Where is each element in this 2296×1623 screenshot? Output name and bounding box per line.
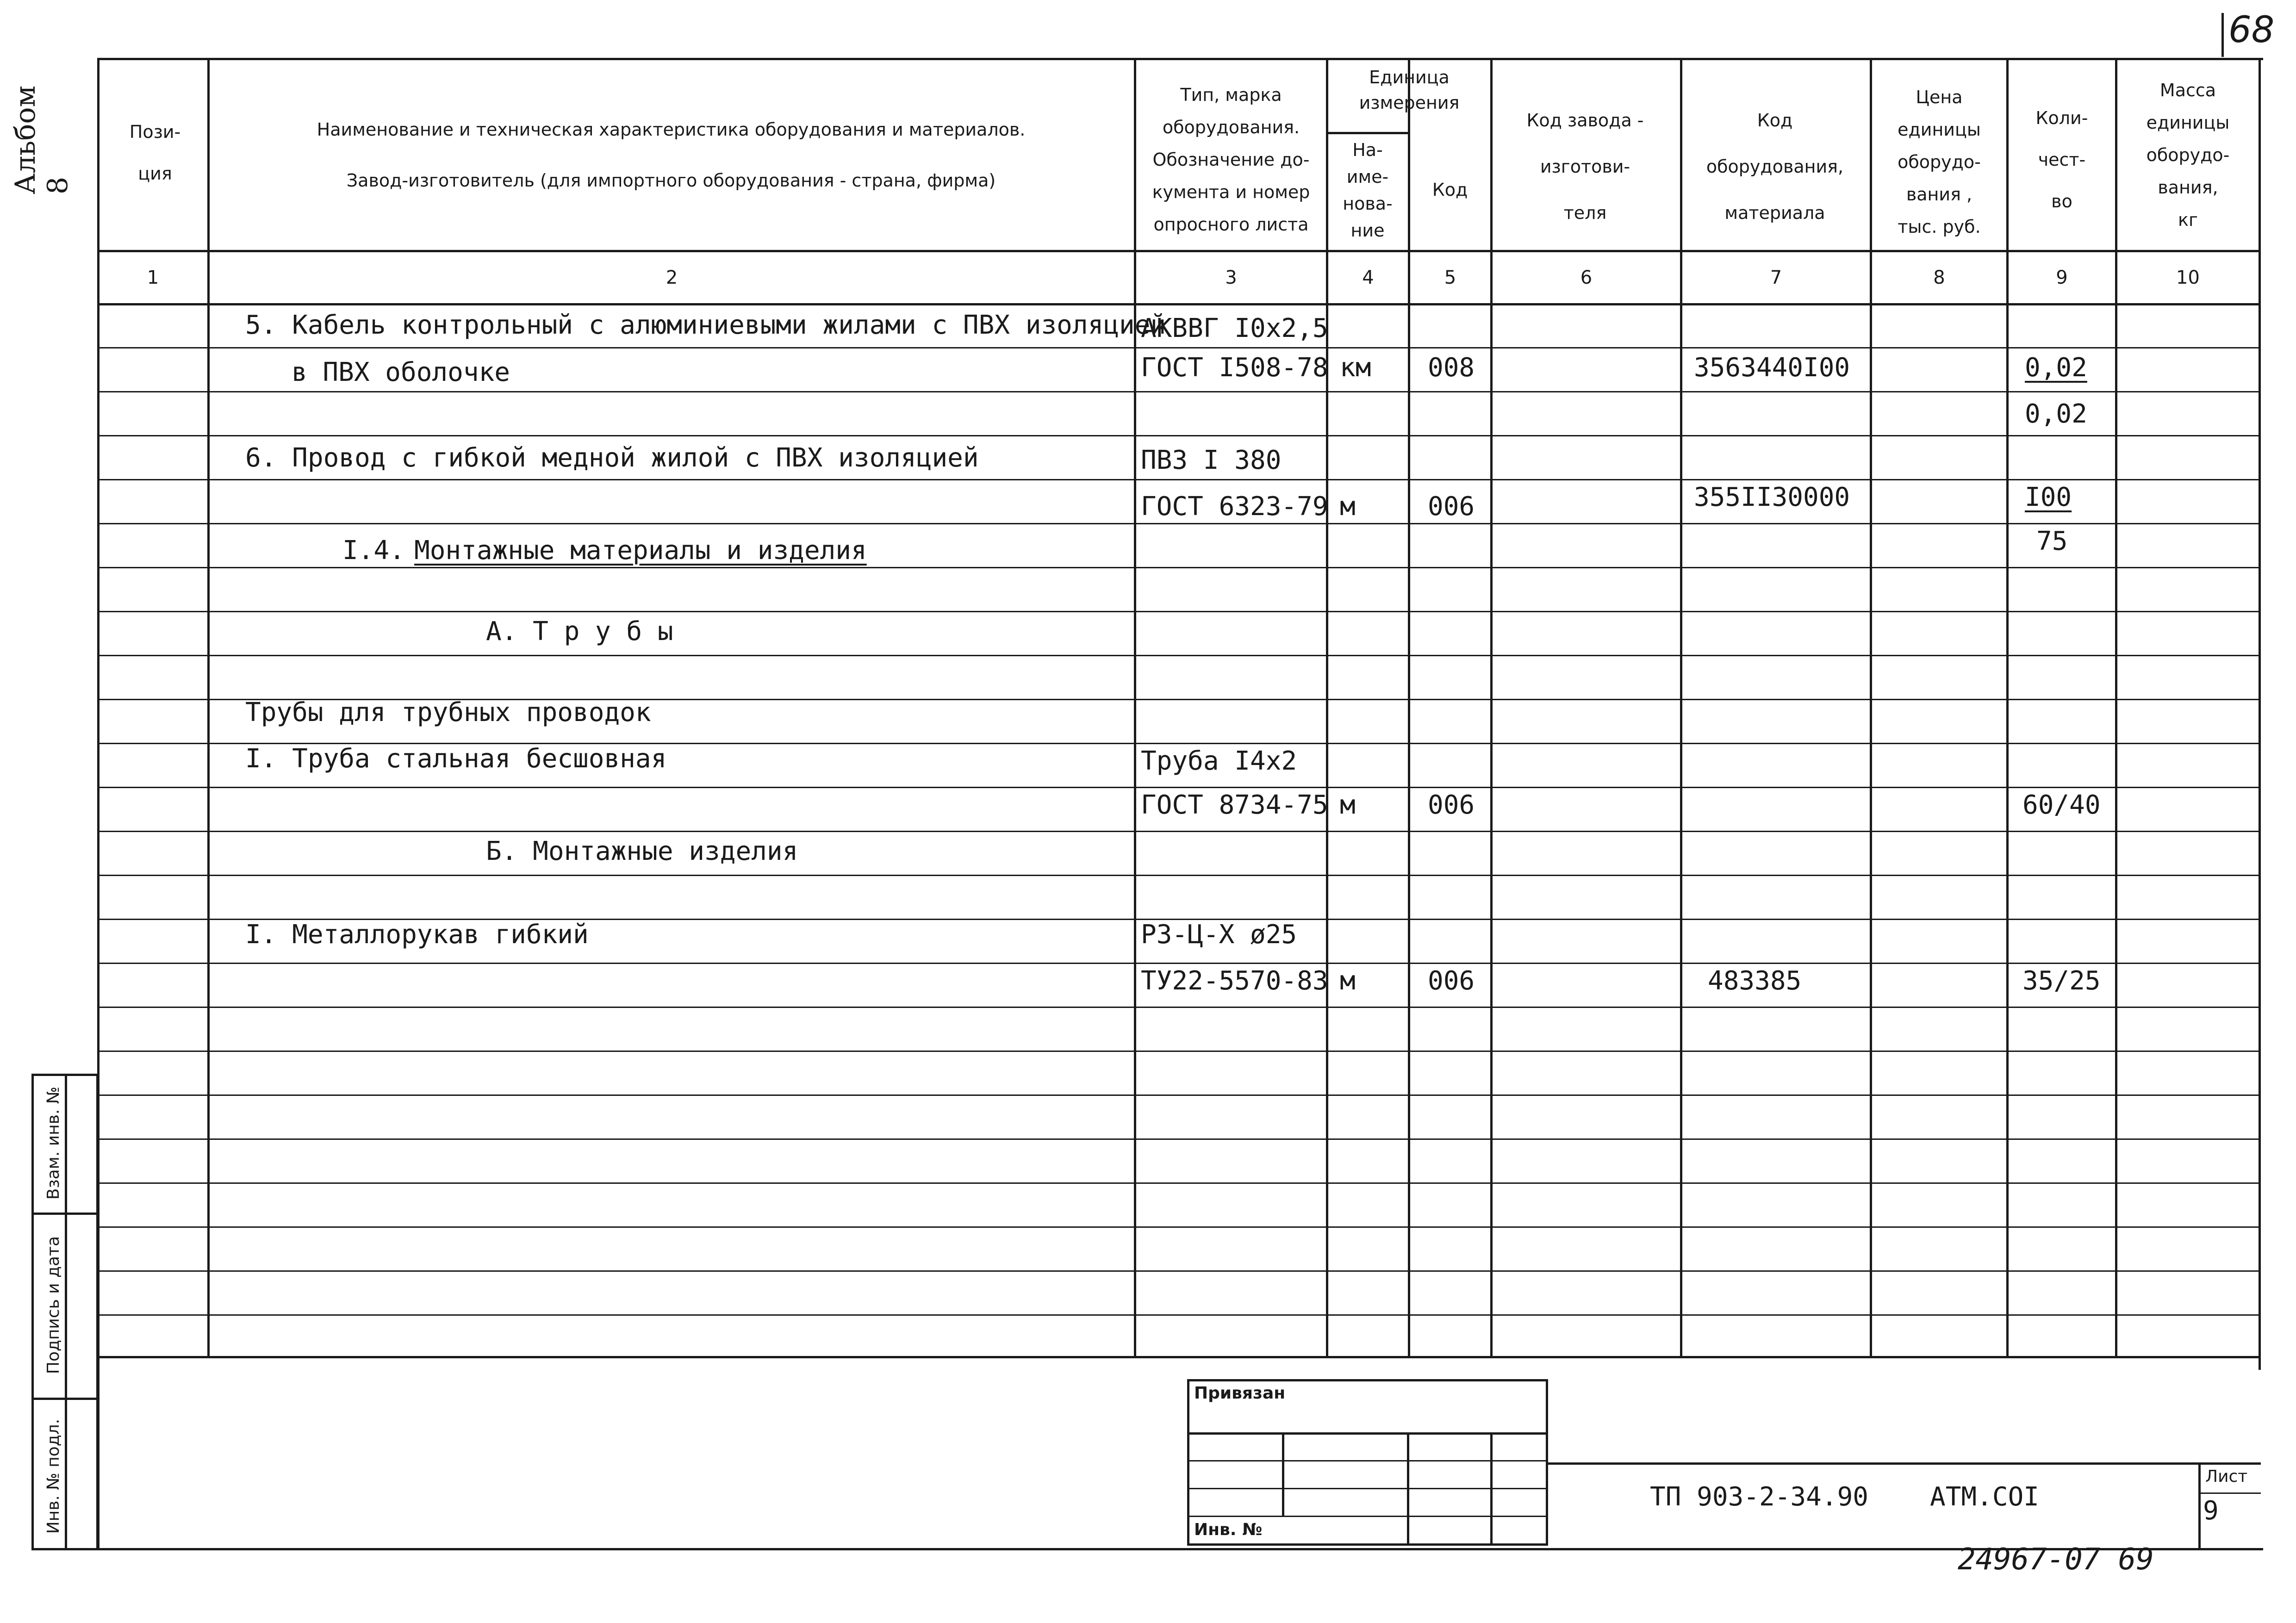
header-unit-name: На- име- нова- ние	[1343, 140, 1393, 241]
header-equip-code: Код оборудования, материала	[1706, 110, 1844, 223]
row-wire-standard: ГОСТ 6323-79	[1141, 491, 1328, 522]
header-quantity: Коли- чест- во	[2035, 108, 2088, 211]
row-cable-type: АКВВГ I0х2,5	[1141, 313, 1328, 343]
privyazan-label: Привязан	[1194, 1384, 1286, 1403]
header-factory-code: Код завода - изготови- теля	[1526, 110, 1644, 223]
section-title: Монтажные материалы и изделия	[414, 535, 867, 566]
row-pipe-name: I. Труба стальная бесшовная	[245, 744, 667, 774]
row-hose-unit-code: 006	[1428, 966, 1475, 996]
row-wire-equip-code: 355II30000	[1694, 482, 1850, 512]
row-pipe-standard: ГОСТ 8734-75	[1141, 790, 1328, 820]
row-hose-standard: ТУ22-5570-83	[1141, 966, 1328, 996]
inv-number-label: Инв. №	[1194, 1520, 1263, 1539]
row-wire-qty-2: 75	[2036, 526, 2068, 556]
row-hose-qty: 35/25	[2022, 966, 2101, 996]
doc-mark: АТМ.СОI	[1930, 1482, 2040, 1512]
row-cable-standard: ГОСТ I508-78	[1141, 353, 1328, 383]
header-unit-code: Код	[1432, 180, 1468, 200]
header-type: Тип, марка оборудования. Обозначение до- кумента и номер опросного листа	[1152, 85, 1310, 235]
row-wire-unit-code: 006	[1428, 491, 1475, 522]
row-hose-type: РЗ-Ц-Х ø25	[1141, 920, 1297, 950]
row-cable-qty: 0,02	[2025, 353, 2087, 383]
row-wire-unit: м	[1340, 491, 1356, 522]
row-cable-name: 5. Кабель контрольный с алюминиевыми жилами с ПВХ изоляцией	[245, 310, 1166, 340]
subsection-mounting: Б. Монтажные изделия	[486, 836, 798, 866]
header-unit: Единица измерения	[1359, 67, 1460, 113]
row-pipe-type: Труба I4х2	[1141, 746, 1297, 776]
row-wire-name: 6. Провод с гибкой медной жилой с ПВХ изоляцией	[245, 443, 979, 473]
row-wire-qty: I00	[2025, 482, 2072, 512]
sheet-label: Лист	[2205, 1467, 2248, 1486]
header-price: Цена единицы оборудо- вания , тыс. руб.	[1898, 87, 1981, 237]
row-cable-equip-code: 3563440I00	[1694, 353, 1850, 383]
header-mass: Масса единицы оборудо- вания, кг	[2146, 80, 2230, 230]
page-number-mark	[2221, 13, 2224, 57]
row-cable-qty-2: 0,02	[2025, 399, 2087, 429]
row-cable-unit-code: 008	[1428, 353, 1475, 383]
row-pipe-qty: 60/40	[2022, 790, 2101, 820]
album-label: Альбом 8	[9, 85, 74, 194]
row-hose-name: I. Металлорукав гибкий	[245, 920, 589, 950]
section-number: I.4.	[342, 535, 405, 566]
row-hose-equip-code: 483385	[1708, 966, 1802, 996]
page-number: 68	[2228, 9, 2275, 51]
header-position: Пози- ция	[129, 122, 181, 184]
row-pipe-unit: м	[1340, 790, 1356, 820]
row-pipes-group: Трубы для трубных проводок	[245, 697, 651, 728]
row-wire-type: ПВЗ I 380	[1141, 445, 1282, 475]
row-hose-unit: м	[1340, 966, 1356, 996]
row-cable-name-cont: в ПВХ оболочке	[292, 357, 510, 387]
side-stamp-podpis: Подпись и дата	[44, 1236, 63, 1374]
doc-code: ТП 903-2-34.90	[1650, 1482, 1869, 1512]
row-pipe-unit-code: 006	[1428, 790, 1475, 820]
sheet-number: 9	[2203, 1496, 2219, 1526]
row-cable-unit: км	[1340, 353, 1371, 383]
side-stamp-vzam: Взам. инв. №	[44, 1086, 63, 1200]
side-stamp-inv: Инв. № подл.	[44, 1418, 63, 1534]
subsection-pipes: А. Т р у б ы	[486, 616, 673, 647]
header-name: Наименование и техническая характеристика оборудования и материалов. Завод-изготовитель (для импортного оборудования - страна, фирма)	[317, 119, 1026, 191]
footer-number: 24967-07 69	[1958, 1542, 2154, 1577]
